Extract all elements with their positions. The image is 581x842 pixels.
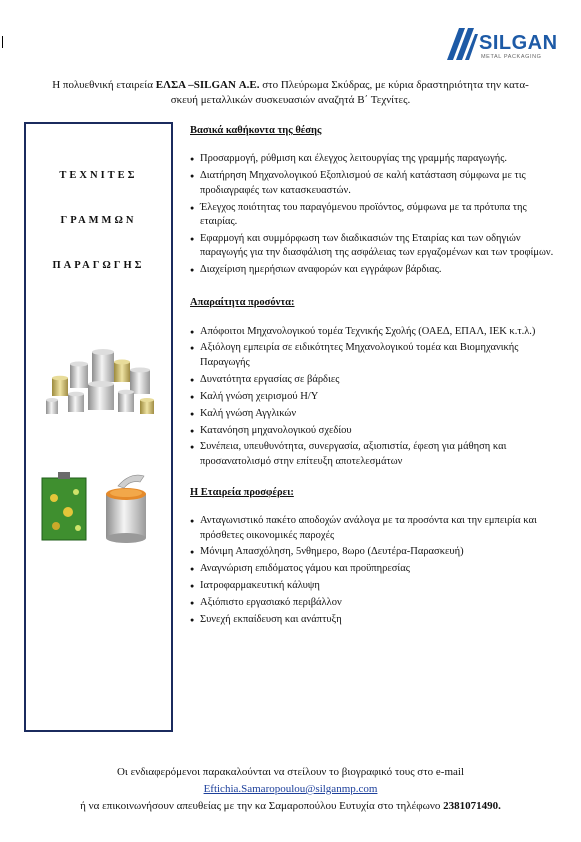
side-frame [24, 122, 173, 732]
text-cursor [2, 36, 3, 48]
list-item: ● Προσαρμογή, ρύθμιση και έλεγχος λειτουργίας της γραμμής παραγωγής. [190, 152, 560, 166]
list-item: ● Καλή γνώση χειρισμού Η/Υ [190, 390, 560, 404]
intro-text-2: στο Πλεύρωμα Σκύδρας, με κύρια δραστηριότητα την κατα- [259, 79, 529, 91]
intro-company: ΕΛΣΑ –SILGAN Α.Ε. [155, 79, 260, 91]
offers-list [190, 514, 560, 627]
food-cans-image [40, 468, 160, 544]
logo-wordmark: SILGAN [479, 32, 558, 54]
intro-paragraph [6, 78, 575, 108]
intro-text-1: Η πολυεθνική εταιρεία [52, 79, 156, 91]
list-item: ● Έλεγχος ποιότητας του παραγόμενου προϊόντος, σύμφωνα με τα πρότυπα της εταιρίας. [190, 201, 560, 230]
metal-cans-image [44, 348, 159, 420]
list-item: ● Κατανόηση μηχανολογικού σχεδίου [190, 424, 560, 438]
list-item: ● Συνέπεια, υπευθυνότητα, συνεργασία, αξιοπιστία, έφεση για μάθηση και προσανατολισμό στην επίτευξη αποτελεσμάτων [190, 440, 560, 469]
list-item: ● Συνεχή εκπαίδευση και ανάπτυξη [190, 613, 560, 627]
silgan-logo [445, 26, 557, 66]
contact-footer [0, 764, 581, 815]
side-title-line-2: ΓΡΑΜΜΩΝ [60, 215, 137, 226]
email-link[interactable]: Eftichia.Samaropoulou@silganmp.com [203, 783, 378, 795]
list-item: ● Ανταγωνιστικό πακέτο αποδοχών ανάλογα με τα προσόντα και την εμπειρία και πρόσθετες οικονομικές παροχές [190, 514, 560, 543]
footer-line-1: Οι ενδιαφερόμενοι παρακαλούνται να στείλουν το βιογραφικό τους στο e-mail [116, 766, 465, 778]
duties-title: Βασικά καθήκοντα της θέσης [190, 125, 322, 136]
list-item: ● Εφαρμογή και συμμόρφωση των διαδικασιών της Εταιρίας και των οδηγιών παραγωγής για την διασφάλιση της ασφάλειας των εργαζομένων και των τροφίμων. [190, 232, 560, 261]
duties-list [190, 152, 560, 277]
requirements-title: Απαραίτητα προσόντα: [190, 297, 295, 309]
side-title-line-1: ΤΕΧΝΙΤΕΣ [59, 170, 138, 181]
list-item: ● Καλή γνώση Αγγλικών [190, 407, 560, 421]
phone-number: 2381071490. [443, 800, 501, 812]
list-item: ● Δυνατότητα εργασίας σε βάρδιες [190, 373, 560, 387]
footer-line-3: ή να επικοινωνήσουν απευθείας με την κα Σαμαροπούλου Ευτυχία στο τηλέφωνο [80, 800, 444, 812]
list-item: ● Μόνιμη Απασχόληση, 5νθημερο, 8ωρο (Δευτέρα-Παρασκευή) [190, 545, 560, 559]
silgan-mark-icon [445, 26, 479, 62]
list-item: ● Ιατροφαρμακευτική κάλυψη [190, 579, 560, 593]
job-details [190, 124, 560, 630]
list-item: ● Απόφοιτοι Μηχανολογικού τομέα Τεχνικής Σχολής (ΟΑΕΔ, ΕΠΑΛ, ΙΕΚ κ.τ.λ.) [190, 325, 560, 339]
side-title-line-3: ΠΑΡΑΓΩΓΗΣ [52, 260, 145, 271]
list-item: ● Αξιόπιστο εργασιακό περιβάλλον [190, 596, 560, 610]
list-item: ● Διατήρηση Μηχανολογικού Εξοπλισμού σε καλή κατάσταση σύμφωνα με τις προδιαγραφές των κατασκευαστών. [190, 169, 560, 198]
offers-title: Η Εταιρεία προσφέρει: [190, 486, 294, 498]
list-item: ● Αναγνώριση επιδόματος γάμου και προϋπηρεσίας [190, 562, 560, 576]
intro-text-3: σκευή μεταλλικών συσκευασιών αναζητά Β΄ Τεχνίτες. [170, 94, 411, 106]
list-item: ● Διαχείριση ημερήσιων αναφορών και εγγράφων βάρδιας. [190, 263, 560, 277]
logo-subtitle: METAL PACKAGING [481, 54, 542, 60]
list-item: ● Αξιόλογη εμπειρία σε ειδικότητες Μηχανολογικού τομέα και Βιομηχανικής Παραγωγής [190, 341, 560, 370]
requirements-list [190, 325, 560, 470]
